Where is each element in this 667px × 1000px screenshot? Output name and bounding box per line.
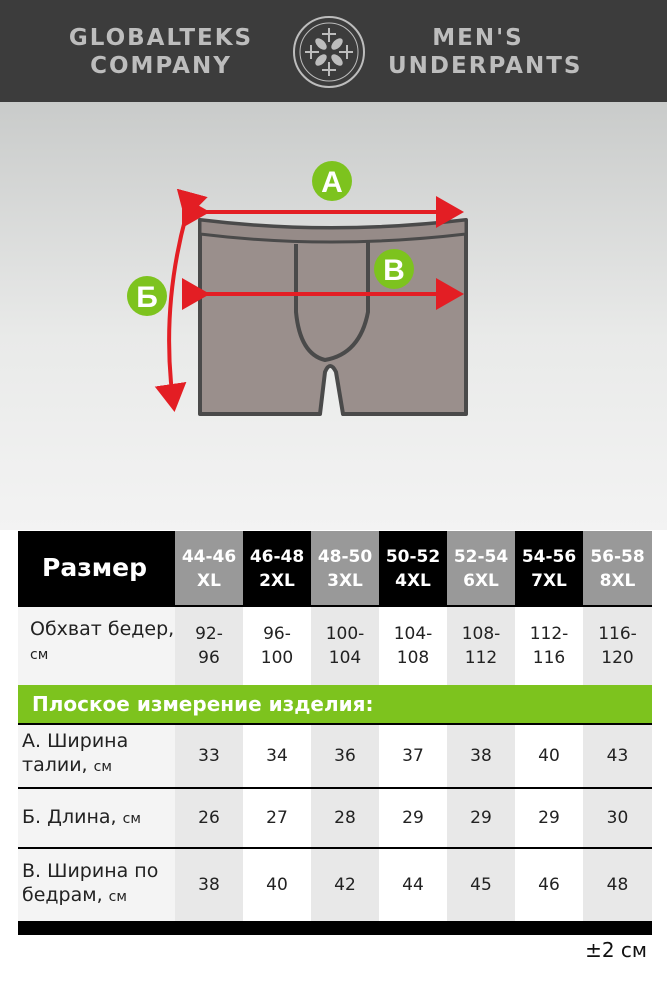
table-cell: 40 <box>243 849 311 921</box>
size-header-label: Размер <box>42 553 148 582</box>
table-cell: 104- 108 <box>379 607 447 685</box>
size-range: 48-50 <box>317 547 373 567</box>
table-cell: 30 <box>583 789 652 847</box>
table-cell: 26 <box>175 789 243 847</box>
size-column-header <box>311 531 379 605</box>
product-name <box>388 24 583 80</box>
table-cell: 96- 100 <box>243 607 311 685</box>
length-label-text: Длина, <box>47 806 117 828</box>
table-cell: 42 <box>311 849 379 921</box>
badge-a <box>312 161 352 201</box>
hip-width-row <box>18 849 652 921</box>
size-code: XL <box>197 571 221 591</box>
size-table <box>18 531 652 935</box>
product-line-1: MEN'S <box>432 25 524 51</box>
table-cell: 38 <box>175 849 243 921</box>
table-cell: 108- 112 <box>447 607 515 685</box>
hip-width-label-text: Ширина по бедрам, <box>22 860 159 906</box>
hips-row <box>18 607 652 685</box>
table-cell: 33 <box>175 725 243 787</box>
row-prefix: А. <box>22 730 42 752</box>
badge-v-label: В <box>383 254 405 287</box>
brand-line-2: COMPANY <box>90 53 232 79</box>
table-cell: 48 <box>583 849 652 921</box>
size-column-header <box>583 531 652 605</box>
table-cell: 43 <box>583 725 652 787</box>
hips-label-text: Обхват бедер, <box>30 618 175 640</box>
waist-row-label <box>18 725 175 787</box>
ornament-logo-icon <box>291 14 367 90</box>
underpants-measurement-diagram <box>0 102 667 530</box>
table-cell: 116- 120 <box>583 607 652 685</box>
table-cell: 29 <box>447 789 515 847</box>
size-range: 50-52 <box>385 547 441 567</box>
brand-line-1: GLOBALTEKS <box>68 25 254 51</box>
size-column-header <box>243 531 311 605</box>
table-cell: 44 <box>379 849 447 921</box>
size-range: 46-48 <box>249 547 305 567</box>
badge-b-label: Б <box>136 281 158 314</box>
size-code: 4XL <box>395 571 431 591</box>
length-unit: см <box>122 811 141 827</box>
size-column-header <box>175 531 243 605</box>
tolerance-note: ±2 см <box>585 938 647 962</box>
hips-unit: см <box>30 647 49 663</box>
header-bar <box>0 0 667 102</box>
size-column-header <box>515 531 583 605</box>
badge-v <box>374 249 414 289</box>
size-code: 2XL <box>259 571 295 591</box>
row-prefix: В. <box>22 860 42 882</box>
table-cell: 36 <box>311 725 379 787</box>
waist-unit: см <box>93 759 112 775</box>
product-line-2: UNDERPANTS <box>388 53 583 79</box>
length-row <box>18 789 652 847</box>
table-cell: 29 <box>379 789 447 847</box>
table-cell: 38 <box>447 725 515 787</box>
table-cell: 40 <box>515 725 583 787</box>
table-cell: 29 <box>515 789 583 847</box>
size-code: 3XL <box>327 571 363 591</box>
row-prefix: Б. <box>22 806 42 828</box>
length-row-label <box>18 789 175 847</box>
table-cell: 92- 96 <box>175 607 243 685</box>
waist-label-text: Ширина талии, <box>22 730 129 776</box>
badge-b <box>127 276 167 316</box>
table-cell: 27 <box>243 789 311 847</box>
length-arrow <box>169 216 186 408</box>
hip-width-row-label <box>18 849 175 921</box>
size-code: 7XL <box>531 571 567 591</box>
size-range: 56-58 <box>590 547 645 567</box>
badge-a-label: А <box>321 166 343 199</box>
waist-row <box>18 725 652 787</box>
table-cell: 112- 116 <box>515 607 583 685</box>
table-cell: 28 <box>311 789 379 847</box>
underpants-shape <box>200 220 466 414</box>
flat-measurement-title: Плоское измерение изделия: <box>18 685 652 723</box>
size-code: 6XL <box>463 571 499 591</box>
brand-name <box>56 24 266 80</box>
table-cell: 46 <box>515 849 583 921</box>
table-cell: 37 <box>379 725 447 787</box>
size-column-header <box>447 531 515 605</box>
table-cell: 100- 104 <box>311 607 379 685</box>
table-cell: 34 <box>243 725 311 787</box>
size-code: 8XL <box>599 571 636 591</box>
size-column-header <box>379 531 447 605</box>
table-cell: 45 <box>447 849 515 921</box>
hip-width-unit: см <box>108 889 127 905</box>
size-header-row <box>18 531 652 605</box>
size-range: 54-56 <box>521 547 577 567</box>
hips-row-label <box>18 607 175 685</box>
size-range: 52-54 <box>453 547 509 567</box>
table-bottom-border <box>18 921 652 935</box>
size-range: 44-46 <box>181 547 237 567</box>
